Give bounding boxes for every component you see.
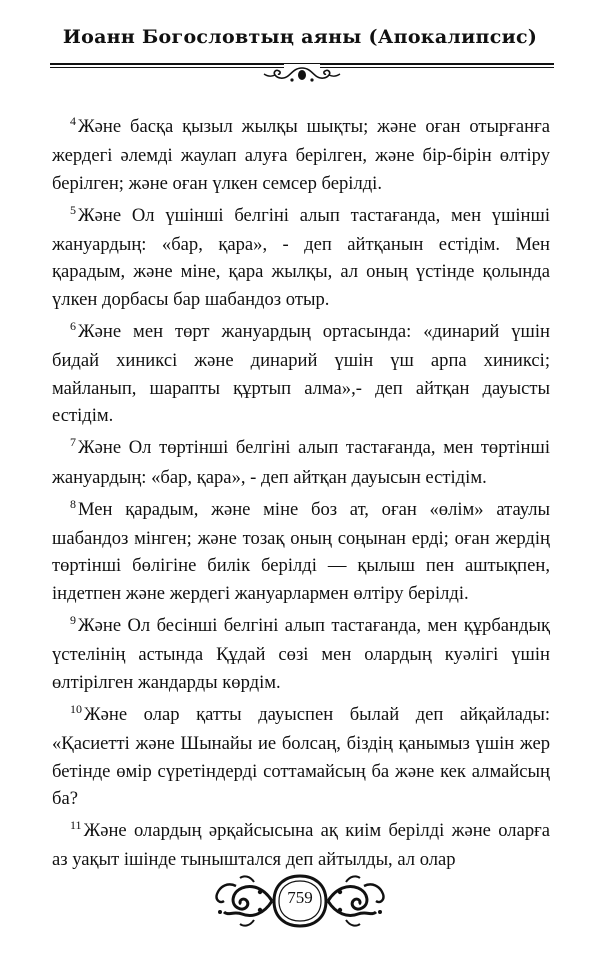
verse-number: 8 [70, 496, 76, 511]
verse-number: 5 [70, 202, 76, 217]
verse-number: 11 [70, 818, 82, 833]
verse-4 [52, 113, 550, 197]
verse-text: Және басқа қызыл жылқы шықты; және оған отырғанға жердегі әлемді жаулап алуға берілген, және бір-бірін өлтіру берілген; және оған үлкен семсер берілді. [52, 116, 550, 194]
verse-8 [52, 496, 550, 607]
page-header-title: Иоанн Богословтың аяны (Апокалипсис) [62, 26, 538, 48]
verse-text: Және олар қатты дауыспен былай деп айқайлады: «Қасиетті және Шынайы ие болсаң, біздің қанымыз үшін жер бетінде өмір сүретіндерді соттамайсың ба және кек алмайсың ба? [52, 703, 550, 809]
verse-text: Және Ол бесінші белгіні алып тастағанда, мен құрбандық үстелінің астында Құдай сөзі мен олардың куәлігі үшін өлтірілген жандарды көрдім. [52, 615, 550, 693]
verse-list [52, 113, 550, 874]
verse-text: Мен қарадым, және міне боз ат, оған «өлім» атаулы шабандоз мінген; және тозақ оның соңынан ерді; оған жердің төртінші бөлігіне билік берілді — қылыш пен аштықпен, індетпен және жердегі жануарлармен өлтіру берілді. [52, 498, 550, 604]
header-ornament-icon [262, 64, 342, 84]
verse-11 [52, 817, 550, 874]
verse-number: 7 [70, 435, 76, 450]
verse-text: Және олардың әрқайсысына ақ киім берілді және оларға аз уақыт ішінде тыныштался деп айтылды, ал олар [52, 820, 550, 871]
page-number: 759 [287, 888, 313, 907]
verse-6 [52, 318, 550, 429]
verse-5 [52, 202, 550, 313]
verse-number: 4 [70, 114, 76, 128]
verse-number: 9 [70, 613, 76, 628]
verse-text: Және Ол үшінші белгіні алып тастағанда, мен үшінші жануардың: «бар, қара», - деп айтқанын естідім. Мен қарадым, және міне, қара жылқы, ал оның үстінде қолында үлкен дорбасы бар шабандоз отыр. [52, 204, 550, 310]
verse-9 [52, 612, 550, 696]
verse-number: 6 [70, 319, 76, 334]
verse-number: 10 [70, 701, 82, 716]
verse-10 [52, 701, 550, 812]
verse-text: Және мен төрт жануардың ортасында: «динарий үшін бидай хиниксі және динарий үшін үш арпа хиниксі; майланып, шарапты құртып алма»,- деп айтқан дауысты естідім. [52, 321, 550, 426]
verse-7 [52, 434, 550, 491]
verse-text: Және Ол төртінші белгіні алып тастағанда, мен төртінші жануардың: «бар, қара», - деп айтқан дауысын естідім. [52, 437, 550, 488]
